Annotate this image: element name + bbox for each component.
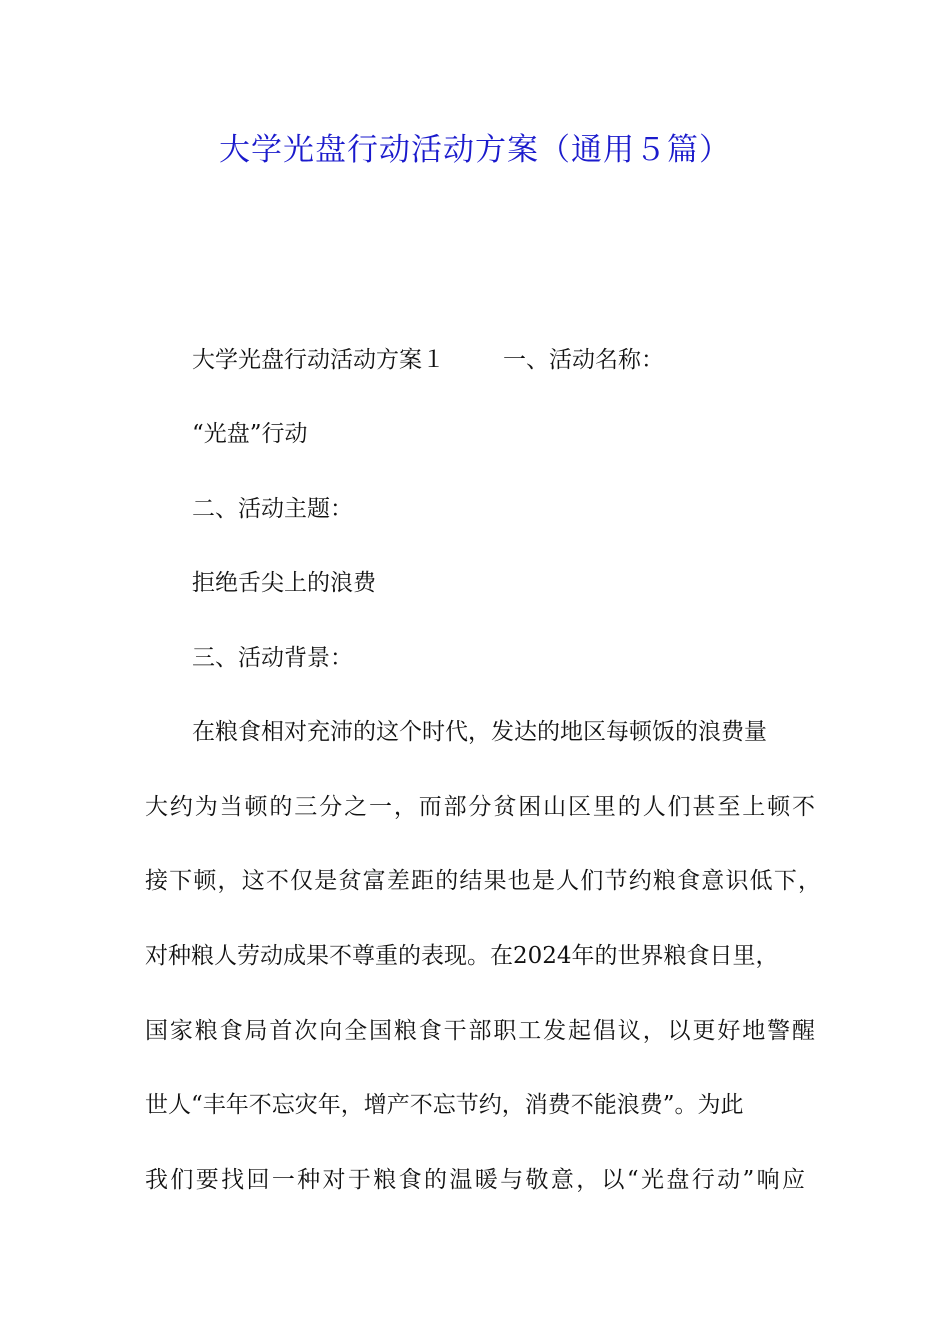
background-line-4: 对种粮人劳动成果不尊重的表现。在2024年的世界粮食日里， [145,943,779,969]
plan-heading-line [192,344,664,376]
background-line-6: 世人“丰年不忘灾年，增产不忘节约，消费不能浪费”。为此 [145,1092,744,1118]
background-line-3: 接下顿，这不仅是贫富差距的结果也是人们节约粮食意识低下， [145,868,821,894]
background-line-2: 大约为当顿的三分之一，而部分贫困山区里的人们甚至上顿不 [145,794,815,820]
plan-heading: 大学光盘行动活动方案１ [192,347,445,373]
section1-heading: 一、活动名称： [503,347,664,373]
background-line-7: 我们要找回一种对于粮食的温暖与敬意，以“光盘行动”响应 [145,1167,805,1193]
document-title: 大学光盘行动活动方案（通用５篇） [219,132,731,168]
section1-value: “光盘”行动 [192,421,308,447]
section3-heading: 三、活动背景： [192,645,353,671]
section2-heading: 二、活动主题： [192,496,353,522]
section2-value: 拒绝舌尖上的浪费 [192,570,376,596]
background-line-1: 在粮食相对充沛的这个时代，发达的地区每顿饭的浪费量 [192,719,767,745]
background-line-5: 国家粮食局首次向全国粮食干部职工发起倡议，以更好地警醒 [145,1018,815,1044]
